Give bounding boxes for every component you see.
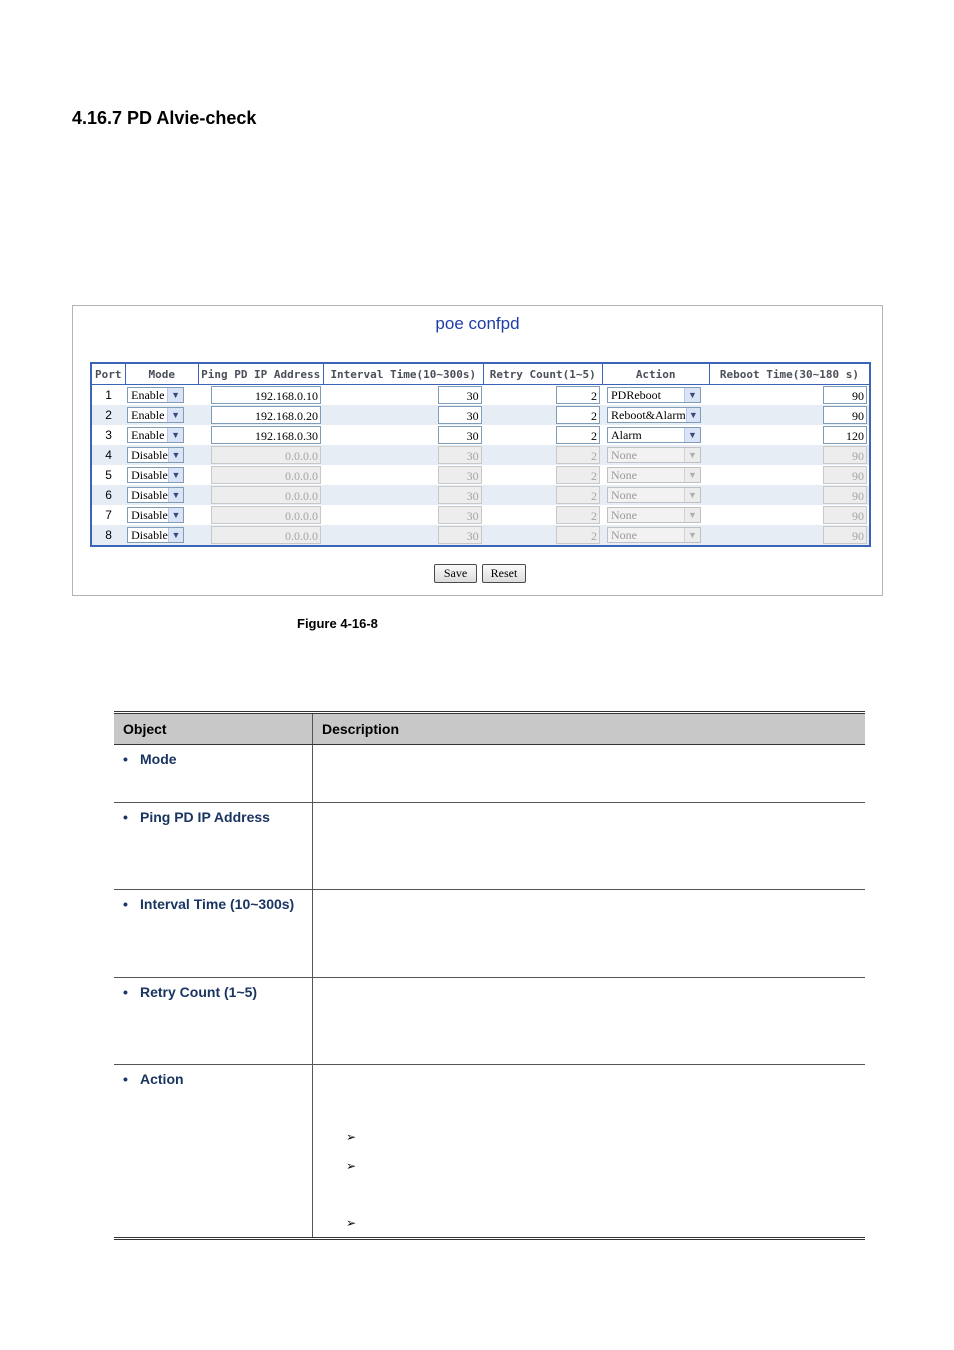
action-select[interactable] — [607, 487, 701, 503]
chevron-down-icon: ▼ — [684, 448, 700, 462]
table-row — [91, 465, 870, 485]
interval-input[interactable]: 30 — [438, 446, 482, 464]
table-row — [114, 1065, 865, 1239]
mode-value: Disable — [131, 467, 168, 482]
interval-input[interactable]: 30 — [438, 406, 482, 424]
table-row — [91, 485, 870, 505]
ping-ip-input[interactable]: 192.168.0.10 — [211, 386, 321, 404]
mode-select[interactable] — [127, 467, 184, 483]
retry-input[interactable]: 2 — [556, 426, 600, 444]
interval-input[interactable]: 30 — [438, 386, 482, 404]
chevron-down-icon: ▼ — [168, 528, 183, 542]
bullet-icon: • — [123, 809, 128, 825]
table-row — [91, 445, 870, 465]
chevron-down-icon: ▼ — [684, 428, 700, 442]
reboot-time-input[interactable]: 90 — [823, 446, 867, 464]
reboot-time-input[interactable]: 90 — [823, 386, 867, 404]
retry-input[interactable]: 2 — [556, 486, 600, 504]
object-description-table — [114, 711, 865, 1240]
arrow-bullet-icon: ➢ — [346, 1216, 357, 1230]
reboot-time-input[interactable]: 90 — [823, 506, 867, 524]
bullet-icon: • — [123, 751, 128, 767]
retry-input[interactable]: 2 — [556, 406, 600, 424]
arrow-bullet-icon: ➢ — [346, 1130, 357, 1144]
table-row — [91, 385, 870, 406]
action-select[interactable] — [607, 387, 701, 403]
chevron-down-icon: ▼ — [684, 488, 700, 502]
interval-input[interactable]: 30 — [438, 506, 482, 524]
ping-ip-input[interactable]: 0.0.0.0 — [211, 486, 321, 504]
mode-value: Disable — [131, 487, 168, 502]
reboot-time-input[interactable]: 90 — [823, 526, 867, 544]
mode-value: Disable — [131, 507, 168, 522]
reboot-time-input[interactable]: 90 — [823, 466, 867, 484]
object-description — [313, 745, 866, 803]
table-row — [91, 525, 870, 546]
column-header-mode: Mode — [125, 363, 198, 385]
table-row — [114, 978, 865, 1065]
mode-select[interactable] — [127, 527, 184, 543]
description-column-header: Description — [313, 713, 866, 745]
port-cell: 2 — [91, 405, 125, 425]
object-description — [313, 1065, 866, 1239]
port-cell: 8 — [91, 525, 125, 546]
object-name: Ping PD IP Address — [140, 809, 270, 825]
interval-input[interactable]: 30 — [438, 526, 482, 544]
ping-ip-input[interactable]: 192.168.0.20 — [211, 406, 321, 424]
object-name: Action — [140, 1071, 184, 1087]
column-header-port: Port — [91, 363, 125, 385]
object-description — [313, 803, 866, 890]
interval-input[interactable]: 30 — [438, 426, 482, 444]
mode-value: Disable — [131, 447, 168, 462]
retry-input[interactable]: 2 — [556, 386, 600, 404]
config-page-title: poe confpd — [435, 314, 520, 333]
action-select[interactable] — [607, 427, 701, 443]
bullet-icon: • — [123, 896, 128, 912]
description-header-row — [114, 713, 865, 745]
port-cell: 3 — [91, 425, 125, 445]
save-button[interactable]: Save — [434, 564, 477, 583]
chevron-down-icon: ▼ — [168, 488, 183, 502]
retry-input[interactable]: 2 — [556, 446, 600, 464]
mode-value: Enable — [131, 427, 165, 442]
mode-value: Disable — [131, 527, 168, 542]
retry-input[interactable]: 2 — [556, 506, 600, 524]
table-row — [114, 745, 865, 803]
action-value: None — [611, 507, 637, 522]
action-value: None — [611, 487, 637, 502]
chevron-down-icon: ▼ — [168, 468, 183, 482]
object-description — [313, 978, 866, 1065]
interval-input[interactable]: 30 — [438, 466, 482, 484]
table-header-row — [91, 363, 870, 385]
chevron-down-icon: ▼ — [684, 388, 700, 402]
mode-value: Enable — [131, 387, 165, 402]
action-select[interactable] — [607, 447, 701, 463]
object-name: Mode — [140, 751, 177, 767]
table-row — [91, 405, 870, 425]
bullet-icon: • — [123, 984, 128, 1000]
object-name: Interval Time (10~300s) — [140, 896, 295, 912]
column-header-action: Action — [602, 363, 709, 385]
action-value: None — [611, 467, 637, 482]
chevron-down-icon: ▼ — [168, 448, 183, 462]
chevron-down-icon: ▼ — [167, 408, 183, 422]
ping-ip-input[interactable]: 0.0.0.0 — [211, 446, 321, 464]
reboot-time-input[interactable]: 120 — [823, 426, 867, 444]
port-cell: 7 — [91, 505, 125, 525]
table-row — [114, 890, 865, 978]
action-select[interactable] — [607, 527, 701, 543]
chevron-down-icon: ▼ — [686, 408, 700, 422]
action-select[interactable] — [607, 507, 701, 523]
chevron-down-icon: ▼ — [168, 508, 183, 522]
pd-alive-check-table — [90, 362, 871, 547]
port-cell: 4 — [91, 445, 125, 465]
column-header-interval: Interval Time(10~300s) — [323, 363, 484, 385]
mode-value: Enable — [131, 407, 165, 422]
mode-select[interactable] — [127, 487, 184, 503]
column-header-ping-ip: Ping PD IP Address — [198, 363, 323, 385]
port-cell: 1 — [91, 385, 125, 406]
table-row — [114, 803, 865, 890]
chevron-down-icon: ▼ — [684, 528, 700, 542]
port-cell: 6 — [91, 485, 125, 505]
arrow-bullet-icon: ➢ — [346, 1159, 357, 1173]
figure-caption: Figure 4-16-8 — [297, 616, 378, 631]
mode-select[interactable] — [127, 407, 184, 423]
chevron-down-icon: ▼ — [684, 468, 700, 482]
ping-ip-input[interactable]: 192.168.0.30 — [211, 426, 321, 444]
table-row — [91, 425, 870, 445]
chevron-down-icon: ▼ — [684, 508, 700, 522]
poe-config-screenshot — [72, 305, 883, 596]
table-row — [91, 505, 870, 525]
mode-select[interactable] — [127, 387, 184, 403]
chevron-down-icon: ▼ — [167, 428, 183, 442]
mode-select[interactable] — [127, 507, 184, 523]
object-description — [313, 890, 866, 978]
retry-input[interactable]: 2 — [556, 526, 600, 544]
object-column-header: Object — [114, 713, 313, 745]
column-header-retry: Retry Count(1~5) — [484, 363, 602, 385]
action-value: None — [611, 447, 637, 462]
retry-input[interactable]: 2 — [556, 466, 600, 484]
reset-button[interactable]: Reset — [482, 564, 526, 583]
ping-ip-input[interactable]: 0.0.0.0 — [211, 506, 321, 524]
action-value: Alarm — [611, 427, 642, 442]
reboot-time-input[interactable]: 90 — [823, 486, 867, 504]
chevron-down-icon: ▼ — [167, 388, 183, 402]
interval-input[interactable]: 30 — [438, 486, 482, 504]
reboot-time-input[interactable]: 90 — [823, 406, 867, 424]
ping-ip-input[interactable]: 0.0.0.0 — [211, 526, 321, 544]
action-select[interactable] — [607, 407, 701, 423]
port-cell: 5 — [91, 465, 125, 485]
action-value: PDReboot — [611, 387, 662, 402]
bullet-icon: • — [123, 1071, 128, 1087]
section-title: 4.16.7 PD Alvie-check — [72, 108, 257, 128]
action-value: Reboot&Alarm — [611, 407, 686, 422]
column-header-reboot-time: Reboot Time(30~180 s) — [709, 363, 870, 385]
mode-select[interactable] — [127, 427, 184, 443]
object-name: Retry Count (1~5) — [140, 984, 258, 1000]
mode-select[interactable] — [127, 447, 184, 463]
action-value: None — [611, 527, 637, 542]
ping-ip-input[interactable]: 0.0.0.0 — [211, 466, 321, 484]
action-select[interactable] — [607, 467, 701, 483]
